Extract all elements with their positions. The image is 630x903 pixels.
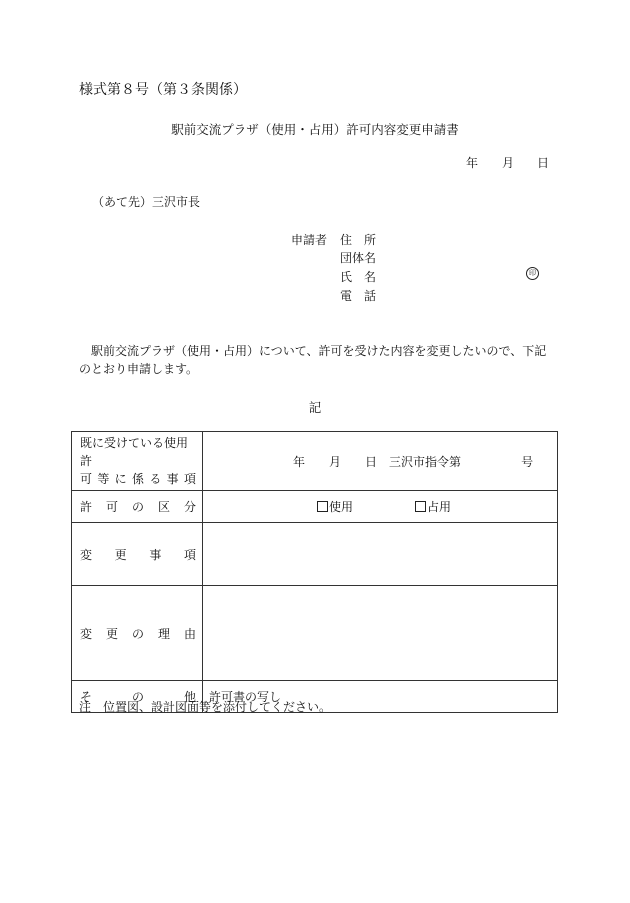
application-table xyxy=(71,431,558,713)
row1-month: 月 xyxy=(329,454,342,469)
addressee: （あて先）三沢市長 xyxy=(92,195,201,209)
ki-heading: 記 xyxy=(308,400,322,415)
row1-value[interactable] xyxy=(203,432,558,491)
note: 注 位置図、設計図面等を添付してください。 xyxy=(79,700,332,714)
row1-city-ref: 三沢市指令第 xyxy=(389,454,462,469)
row5-label: そ の 他 xyxy=(72,681,203,713)
occupy-checkbox-option[interactable]: 占用 xyxy=(415,498,451,515)
date-month-label: 月 xyxy=(502,156,515,170)
row1-number: 号 xyxy=(521,454,534,469)
row1-label-line2: 可 等 に 係 る 事 項 xyxy=(80,472,196,486)
date-year-label: 年 xyxy=(466,156,479,170)
table-row xyxy=(72,432,558,491)
use-checkbox-option[interactable]: 使用 xyxy=(317,498,353,515)
row2-value xyxy=(203,491,558,523)
row3-label: 変 更 事 項 xyxy=(72,523,203,586)
applicant-address-label: 住 所 xyxy=(340,233,377,247)
use-checkbox[interactable] xyxy=(317,501,328,512)
applicant-name-label: 氏 名 xyxy=(340,270,377,284)
row4-label: 変 更 の 理 由 xyxy=(72,586,203,681)
row1-day: 日 xyxy=(365,454,378,469)
row2-label: 許 可 の 区 分 xyxy=(72,491,203,523)
row1-year: 年 xyxy=(293,454,306,469)
change-reason-field[interactable] xyxy=(203,586,558,681)
applicant-phone-label: 電 話 xyxy=(340,289,377,303)
row1-label xyxy=(72,432,203,491)
table-row xyxy=(72,523,558,586)
form-number: 様式第８号（第３条関係） xyxy=(79,82,247,98)
table-row xyxy=(72,586,558,681)
form-title: 駅前交流プラザ（使用・占用）許可内容変更申請書 xyxy=(171,122,459,137)
seal-mark: 印 xyxy=(526,267,539,280)
table-row xyxy=(72,491,558,523)
occupy-checkbox[interactable] xyxy=(415,501,426,512)
body-paragraph: 駅前交流プラザ（使用・占用）について、許可を受けた内容を変更したいので、下記のとおり申請します。 xyxy=(79,344,547,376)
change-items-field[interactable] xyxy=(203,523,558,586)
applicant-group-label: 団体名 xyxy=(340,251,377,265)
applicant-label: 申請者 xyxy=(291,233,328,247)
row1-label-line1: 既に受けている使用許 xyxy=(80,436,189,468)
other-value: 許可書の写し xyxy=(209,690,282,704)
date-day-label: 日 xyxy=(537,156,550,170)
